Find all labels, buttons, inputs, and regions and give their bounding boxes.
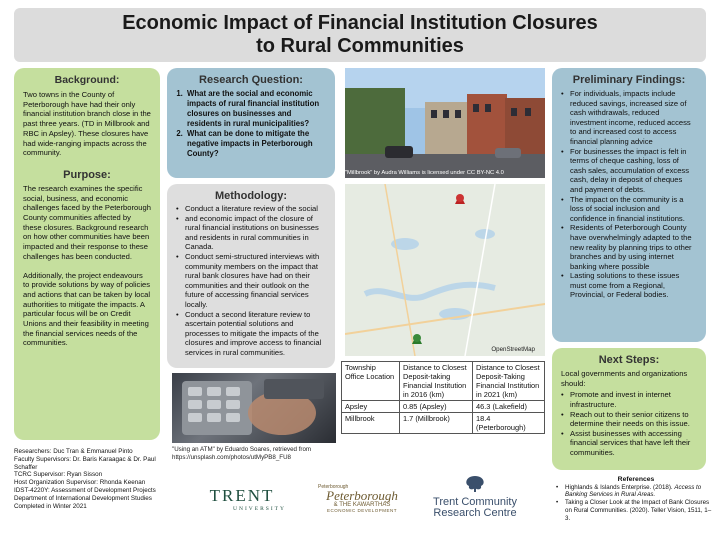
methodology-panel (167, 184, 335, 368)
methodology-item: • Conduct a literature review of the social (176, 204, 326, 214)
reference-item (556, 499, 716, 522)
table-header-row (342, 362, 545, 401)
tcrc-logo (420, 474, 530, 519)
references-list (556, 484, 716, 523)
credit-line: Researchers: Duc Tran & Emmanuel Pinto (14, 448, 133, 455)
tree-icon (460, 474, 490, 492)
findings-panel (552, 68, 706, 342)
ptbo-logo-region: & THE KAWARTHAS (333, 502, 391, 508)
methodology-heading: Methodology: (214, 190, 288, 202)
methodology-list (176, 204, 326, 358)
reference-text: Taking a Closer Look at the Impact of Bank Closures on Rural Communities. (2020). Teller Vision, 1511, 1–3. (565, 499, 712, 522)
table-row (342, 401, 545, 413)
findings-item: • The impact on the community is a loss of social inclusion and confidence in financial institutions. (561, 195, 697, 224)
reference-item (556, 484, 716, 499)
credit-line: Host Organization Supervisor: Rhonda Keenan (14, 479, 146, 487)
next-steps-intro: Local governments and organizations should: (561, 369, 688, 388)
millbrook-photo (345, 68, 545, 178)
next-steps-item: • Assist businesses with accessing financial services that have left their communities. (561, 429, 697, 458)
tcrc-logo-line-2: Research Centre (433, 507, 517, 519)
title-line-2: to Rural Communities (256, 35, 464, 57)
next-steps-panel (552, 348, 706, 470)
credit-line: Completed in Winter 2021 (14, 502, 87, 510)
ptbo-logo-subtext: ECONOMIC DEVELOPMENT (326, 508, 397, 513)
table-cell: 18.4 (Peterborough) (473, 413, 545, 434)
table-cell: 46.3 (Lakefield) (473, 401, 545, 413)
purpose-heading: Purpose: (63, 168, 111, 181)
ptbo-logo-small-text: Peterborough (318, 484, 349, 490)
credit-line: TCRC Supervisor: Ryan Sisson (14, 471, 103, 479)
reference-title: Access to Banking Services in Rural Areas. (565, 483, 702, 499)
references-block (556, 476, 716, 522)
table-cell: 0.85 (Apsley) (400, 401, 473, 413)
findings-item: • For businesses the impact is felt in terms of cheque cashing, loss of cash sales, accumulation of excess cash, delay in deposit of cheques and payment of debts. (561, 147, 697, 195)
background-purpose-panel (14, 68, 160, 440)
map-caption: OpenStreetMap (491, 346, 535, 354)
distance-table (341, 361, 545, 434)
findings-item: • For individuals, impacts include reduced savings, increased size of cash withdrawals, reduced investment income, reduced access to and increased cost to access financial planning advice (561, 89, 697, 147)
atm-photo-caption: "Using an ATM" by Eduardo Soares, retrieved from https://unsplash.com/photos/utMyPB8_FU8 (172, 446, 312, 461)
research-question-list (176, 89, 326, 159)
millbrook-photo-caption: "Millbrook" by Audra Williams is licensed under CC BY-NC 4.0 (345, 170, 504, 176)
methodology-item: • Conduct semi-structured interviews with community members on the impact that rural bank closures have had on their communities and their outlook on the future of accessing financial services locally. (176, 252, 326, 310)
methodology-item: • and economic impact of the closure of rural financial institutions on businesses and residents in rural communities in Canada. (176, 214, 326, 252)
references-heading: References (617, 476, 655, 483)
credit-line: Department of International Development Studies (14, 494, 152, 502)
credits-block (14, 448, 174, 510)
region-map-image (345, 184, 545, 356)
atm-keypad-image (172, 373, 336, 443)
next-steps-item: • Promote and invest in internet infrastructure. (561, 390, 697, 409)
title-line-1: Economic Impact of Financial Institution Closures (122, 12, 598, 34)
trent-logo-subtext: UNIVERSITY (233, 506, 286, 512)
findings-list (561, 89, 697, 300)
purpose-text-2: Additionally, the project endeavours to provide solutions by way of policies and actions that can be taken by local authorities to mitigate the impacts. A particular focus will be on Credit Unions and their feasibility in meeting the financial services needs of the communities. (23, 270, 151, 348)
table-cell: Apsley (342, 401, 400, 413)
research-question-item: 1. What are the social and economic impacts of rural financial institution closures on businesses and residents in rural municipalities? (185, 89, 326, 129)
findings-heading: Preliminary Findings: (572, 74, 686, 86)
credit-line: Faculty Supervisors: Dr. Baris Karaagac & Dr. Paul Schaffer (14, 455, 156, 471)
background-heading: Background: (54, 74, 120, 86)
poster-title (14, 8, 706, 62)
table-header-cell: Township Office Location (342, 362, 400, 401)
next-steps-heading: Next Steps: (598, 354, 660, 366)
research-question-item: 2. What can be done to mitigate the negative impacts in Peterborough County? (185, 129, 326, 159)
next-steps-list (561, 390, 697, 457)
tcrc-logo-line-1: Trent Community (433, 496, 517, 508)
research-question-panel (167, 68, 335, 178)
findings-item: • Lasting solutions to these issues must come from a Regional, Provincial, or Federal bodies. (561, 271, 697, 300)
ptbo-logo-script: Peterborough (326, 488, 398, 503)
next-steps-item: • Reach out to their senior citizens to determine their needs on this issue. (561, 410, 697, 429)
table-cell: Millbrook (342, 413, 400, 434)
peterborough-kawarthas-logo (314, 484, 410, 513)
region-map (345, 184, 545, 356)
methodology-item: • Conduct a second literature review to ascertain potential solutions and processes to mitigate the impacts of the closures and improve access to financial services in rural communities. (176, 310, 326, 358)
millbrook-street-image (345, 68, 545, 178)
trent-logo-text: TRENT (209, 486, 275, 505)
purpose-text-1: The research examines the specific social, business, and economic challenges faced by the Peterborough County communities affected by these closures. Background research on how other communities have been impacted and their response to these challenges has been conducted. (23, 183, 151, 261)
table-cell: 1.7 (Millbrook) (400, 413, 473, 434)
table-header-cell: Distance to Closest Deposit-Taking Financial Institution in 2021 (km) (473, 362, 545, 401)
table-header-cell: Distance to Closest Deposit-taking Financial Institution in 2016 (km) (400, 362, 473, 401)
research-question-heading: Research Question: (199, 74, 303, 86)
background-text: Two towns in the County of Peterborough have had their only financial institution branch close in the past three years. (TD in Millbrook and RBC in Apsley). These closures have had wide-ranging impacts across the community. (23, 90, 151, 158)
findings-item: • Residents of Peterborough County have overwhelmingly adapted to the new reality by planning trips to other branches and by using internet banking where possible (561, 223, 697, 271)
reference-text: Highlands & Islands Enterprise. (2018). (565, 483, 675, 491)
table-row (342, 413, 545, 434)
trent-university-logo (194, 486, 290, 512)
credit-line: IDST-4220Y: Assessment of Development Projects (14, 486, 156, 494)
atm-photo (172, 373, 336, 443)
